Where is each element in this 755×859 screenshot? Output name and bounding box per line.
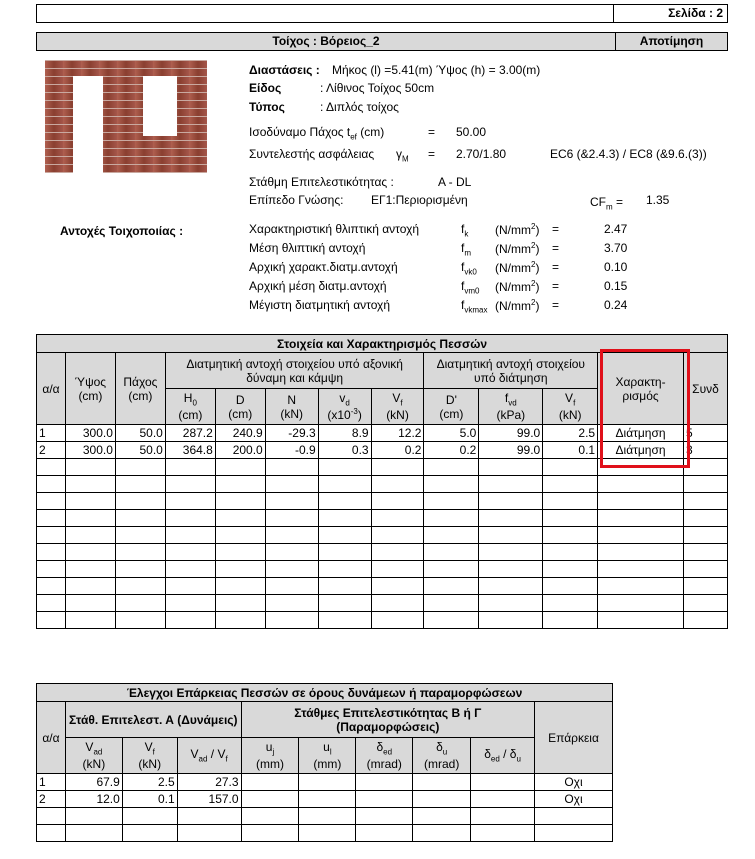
title-bar xyxy=(36,32,728,51)
col-group-deformations: Στάθμες Επιτελεστικότητας Β ή Γ (Παραμορφώσεις) xyxy=(241,702,534,738)
cell: Διάτμηση xyxy=(598,442,684,459)
strength-eq: = xyxy=(552,241,560,255)
strength-name: Μέγιστη διατμητική αντοχή xyxy=(249,298,391,312)
cell: 0.2 xyxy=(424,442,479,459)
dims-label: Διαστάσεις : xyxy=(249,63,320,77)
safety-label: Συντελεστής ασφάλειας xyxy=(249,147,375,161)
cell: 12.0 xyxy=(65,791,122,808)
strength-name: Μέση θλιπτική αντοχή xyxy=(249,241,366,255)
empty-row xyxy=(37,825,613,842)
type-value: : Λίθινος Τοίχος 50cm xyxy=(320,81,435,95)
cell: 157.0 xyxy=(177,791,241,808)
kind-label: Τύπος xyxy=(249,100,285,114)
cell: 240.9 xyxy=(215,425,265,442)
table-row xyxy=(37,774,613,791)
cell: 67.9 xyxy=(65,774,122,791)
col-delta-ratio: $\delta_{ed} / \delta_u$ xyxy=(471,738,535,774)
col-du: $\delta_u$ (mrad) xyxy=(413,738,471,774)
col-vf2: $V_f$ (kN) xyxy=(543,389,598,425)
empty-row xyxy=(37,544,728,561)
wall-title: Τοίχος : Βόρειος_2 xyxy=(272,34,380,48)
kind-value: : Διπλός τοίχος xyxy=(320,100,399,114)
safety-value: 2.70/1.80 xyxy=(456,147,507,161)
safety-eq: = xyxy=(428,147,436,161)
empty-row xyxy=(37,493,728,510)
cf-label: $CF_m$ = xyxy=(590,195,624,212)
col-height: Ύψος (cm) xyxy=(65,353,115,425)
empty-row xyxy=(37,612,728,629)
strength-value: 2.47 xyxy=(604,222,628,236)
strength-unit: $(N/mm^2)$ xyxy=(495,260,540,275)
strength-eq: = xyxy=(552,222,560,236)
cell: -0.9 xyxy=(265,442,318,459)
col-adequacy: Επάρκεια xyxy=(535,702,613,774)
col-group-shear: Διατμητική αντοχή στοιχείου υπό διάτμηση xyxy=(424,353,598,389)
strength-value: 0.15 xyxy=(604,279,628,293)
page-number: Σελίδα : 2 xyxy=(613,4,727,23)
cell: -29.3 xyxy=(265,425,318,442)
strength-value: 0.24 xyxy=(604,298,628,312)
col-fvd: $f_{vd}$ (kPa) xyxy=(479,389,543,425)
thickness-label: Ισοδύναμο Πάχος $t_{ef}$ (cm) xyxy=(249,125,385,142)
empty-row xyxy=(37,561,728,578)
col-aa: α/α xyxy=(37,702,66,774)
col-d: D (cm) xyxy=(215,389,265,425)
page-header-box xyxy=(36,4,728,23)
strength-eq: = xyxy=(552,298,560,312)
assessment-label: Αποτίμηση xyxy=(615,33,727,50)
strength-symbol: $f_{vkmax}$ xyxy=(461,298,488,315)
col-group-axial-bending: Διατμητική αντοχή στοιχείου υπό αξονική δύναμη και κάμψη xyxy=(165,353,424,389)
strength-value: 0.10 xyxy=(604,260,628,274)
cell: 300.0 xyxy=(65,442,115,459)
wall-opening-door xyxy=(143,76,177,136)
knowledge-label: Επίπεδο Γνώσης: xyxy=(249,193,344,207)
cell: 287.2 xyxy=(165,425,215,442)
empty-row xyxy=(37,808,613,825)
strength-name: Αρχική χαρακτ.διατμ.αντοχή xyxy=(249,260,398,274)
strengths-section-label: Αντοχές Τοιχοποιίας : xyxy=(60,224,184,238)
strength-unit: $(N/mm^2)$ xyxy=(495,298,540,313)
strength-symbol: $f_k$ xyxy=(461,222,469,239)
strength-symbol: $f_{vk0}$ xyxy=(461,260,477,277)
piers-table-title: Στοιχεία και Χαρακτηρισμός Πεσσών xyxy=(37,335,728,353)
col-vf: $V_f$ (kN) xyxy=(371,389,424,425)
strength-eq: = xyxy=(552,279,560,293)
cell: 0.2 xyxy=(371,442,424,459)
cell: 99.0 xyxy=(479,442,543,459)
wall-elevation-image xyxy=(45,60,207,173)
performance-value: A - DL xyxy=(438,175,472,189)
cell: 12.2 xyxy=(371,425,424,442)
thickness-eq: = xyxy=(428,125,436,139)
strength-unit: $(N/mm^2)$ xyxy=(495,279,540,294)
cell: 2 xyxy=(37,442,66,459)
cell: 2 xyxy=(37,791,66,808)
cell: 50.0 xyxy=(115,425,165,442)
col-vad: $V_{ad}$ (kN) xyxy=(65,738,122,774)
cell: Οχι xyxy=(535,791,613,808)
cell: 3 xyxy=(683,442,727,459)
cell: 0.1 xyxy=(543,442,598,459)
wall-opening-window xyxy=(73,76,103,173)
cell: 364.8 xyxy=(165,442,215,459)
cell: 0.1 xyxy=(122,791,177,808)
cell: 99.0 xyxy=(479,425,543,442)
cell: 2.5 xyxy=(543,425,598,442)
type-label: Είδος xyxy=(249,81,282,95)
safety-reference: EC6 (&2.4.3) / EC8 (&9.6.(3)) xyxy=(550,147,707,161)
col-uj: $u_j$ (mm) xyxy=(241,738,299,774)
strength-unit: $(N/mm^2)$ xyxy=(495,241,540,256)
col-ratio: $V_{ad} / V_f$ xyxy=(177,738,241,774)
checks-table xyxy=(36,683,613,842)
col-h0: $H_0$ (cm) xyxy=(165,389,215,425)
strength-value: 3.70 xyxy=(604,241,628,255)
col-characterization: Χαρακτη-ρισμός xyxy=(598,353,684,425)
cell: Διάτμηση xyxy=(598,425,684,442)
col-aa: α/α xyxy=(37,353,66,425)
col-ded: $\delta_{ed}$ (mrad) xyxy=(356,738,413,774)
performance-label: Στάθμη Επιτελεστικότητας : xyxy=(249,175,394,189)
col-thickness: Πάχος (cm) xyxy=(115,353,165,425)
empty-row xyxy=(37,510,728,527)
col-group-forces: Στάθ. Επιτελεστ. Α (Δυνάμεις) xyxy=(65,702,241,738)
dims-value: Μήκος (l) =5.41(m) Ύψος (h) = 3.00(m) xyxy=(332,63,541,77)
cell: 300.0 xyxy=(65,425,115,442)
empty-row xyxy=(37,578,728,595)
highlight-characterization xyxy=(600,349,690,468)
empty-row xyxy=(37,476,728,493)
cell: Οχι xyxy=(535,774,613,791)
col-dprime: D' (cm) xyxy=(424,389,479,425)
cf-value: 1.35 xyxy=(646,193,670,207)
checks-table-title: Έλεγχοι Επάρκειας Πεσσών σε όρους δυνάμεων ή παραμορφώσεων xyxy=(37,684,613,702)
knowledge-value: ΕΓ1:Περιορισμένη xyxy=(371,193,468,207)
table-row xyxy=(37,791,613,808)
col-syn: Συνδ xyxy=(683,353,727,425)
cell: 2.5 xyxy=(122,774,177,791)
cell: 50.0 xyxy=(115,442,165,459)
strength-symbol: $f_m$ xyxy=(461,241,472,258)
strength-symbol: $f_{vm0}$ xyxy=(461,279,480,296)
strength-unit: $(N/mm^2)$ xyxy=(495,222,540,237)
col-vd: $v_d$ $(x10^{-3})$ xyxy=(318,389,371,425)
cell: 5 xyxy=(683,425,727,442)
cell: 200.0 xyxy=(215,442,265,459)
cell: 27.3 xyxy=(177,774,241,791)
col-vf: $V_f$ (kN) xyxy=(122,738,177,774)
strength-eq: = xyxy=(552,260,560,274)
empty-row xyxy=(37,527,728,544)
strength-name: Χαρακτηριστική θλιπτική αντοχή xyxy=(249,222,420,236)
cell: 1 xyxy=(37,425,66,442)
cell: 5.0 xyxy=(424,425,479,442)
cell: 1 xyxy=(37,774,66,791)
col-n: N (kN) xyxy=(265,389,318,425)
empty-row xyxy=(37,595,728,612)
safety-symbol: $\gamma_M$ xyxy=(396,147,409,164)
cell: 0.3 xyxy=(318,442,371,459)
thickness-value: 50.00 xyxy=(456,125,487,139)
strength-name: Αρχική μέση διατμ.αντοχή xyxy=(249,279,387,293)
col-ul: $u_l$ (mm) xyxy=(299,738,356,774)
cell: 8.9 xyxy=(318,425,371,442)
